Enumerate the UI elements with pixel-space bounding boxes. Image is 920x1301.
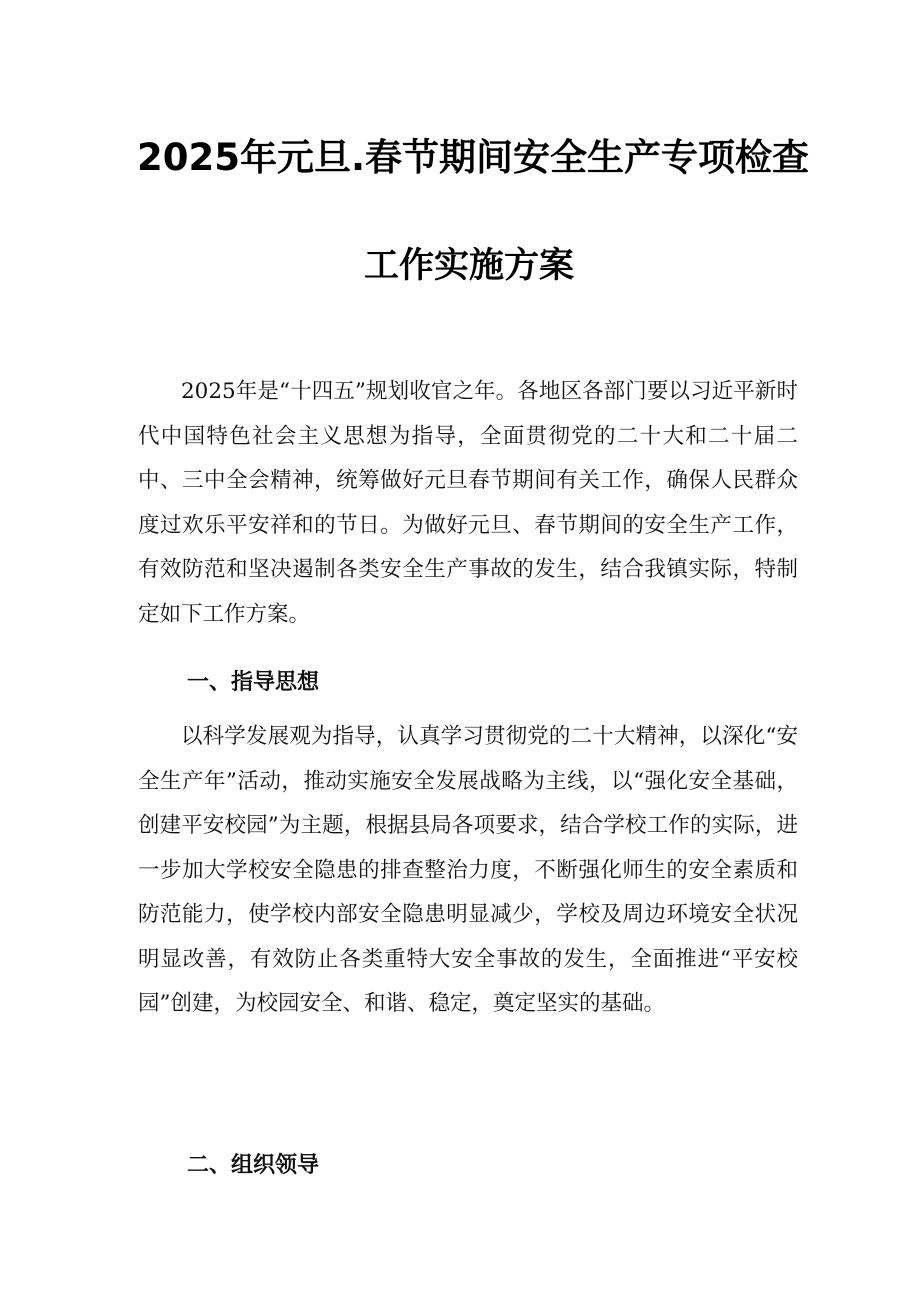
intro-paragraph: 2025年是“十四五”规划收官之年。各地区各部门要以习近平新时代中国特色社会主义思想为指导，全面贯彻党的二十大和二十届二中、三中全会精神，统筹做好元旦春节期间有关工作，确保人民群众度过欢乐平安祥和的节日。为做好元旦、春节期间的安全生产工作，有效防范和坚决遏制各类安全生产事故的发生，结合我镇实际，特制定如下工作方案。 bbox=[138, 379, 798, 627]
section-paragraph-guiding-ideology: 以科学发展观为指导，认真学习贯彻党的二十大精神，以深化“安全生产年”活动，推动实施安全发展战略为主线，以“强化安全基础，创建平安校园”为主题，根据县局各项要求，结合学校工作的实际，进一步加大学校安全隐患的排查整治力度，不断强化师生的安全素质和防范能力，使学校内部安全隐患明显减少，学校及周边环境安全状况明显改善，有效防止各类重特大安全事故的发生，全面推进“平安校园”创建，为校园安全、和谐、稳定，奠定坚实的基础。 bbox=[138, 724, 798, 1016]
document-title-line-1: 2025年元旦.春节期间安全生产专项检查 bbox=[137, 136, 810, 179]
document-title-line-2: 工作实施方案 bbox=[364, 246, 575, 286]
section-heading-guiding-ideology: 一、指导思想 bbox=[187, 670, 320, 695]
section-heading-organization-leadership: 二、组织领导 bbox=[187, 1153, 320, 1178]
